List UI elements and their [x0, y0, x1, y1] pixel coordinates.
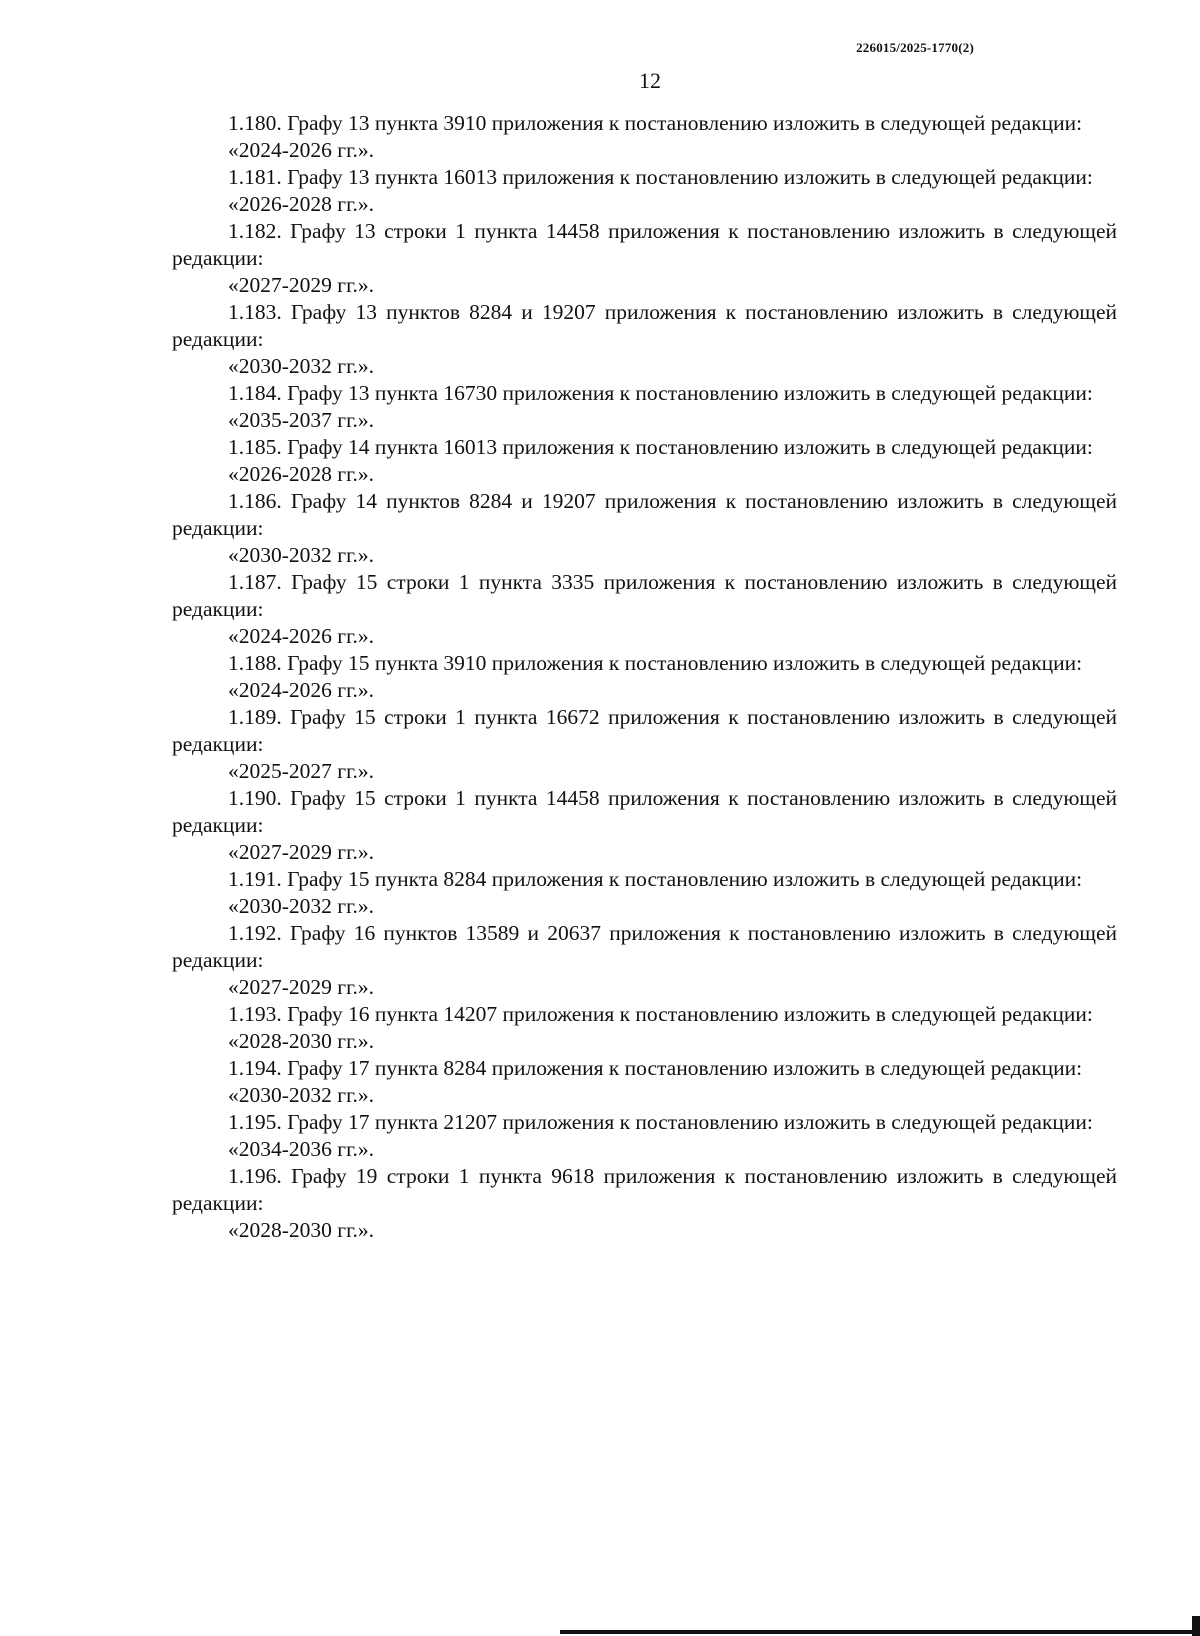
list-item [172, 299, 1117, 380]
document-id: 226015/2025-1770(2) [856, 40, 974, 55]
list-item [172, 488, 1117, 569]
item-quote: «2026-2028 гг.». [228, 192, 374, 216]
scan-edge-mark [1192, 1616, 1200, 1636]
list-item [172, 650, 1117, 704]
list-item [172, 380, 1117, 434]
scan-edge-line [560, 1630, 1200, 1634]
item-text: 1.183. Графу 13 пунктов 8284 и 19207 приложения к постановлению изложить в следующей редакции: [172, 300, 1117, 351]
item-text: 1.181. Графу 13 пункта 16013 приложения к постановлению изложить в следующей редакции: [228, 165, 1093, 189]
item-quote: «2024-2026 гг.». [228, 138, 374, 162]
item-text: 1.193. Графу 16 пункта 14207 приложения к постановлению изложить в следующей редакции: [228, 1002, 1093, 1026]
item-text: 1.182. Графу 13 строки 1 пункта 14458 приложения к постановлению изложить в следующей редакции: [172, 219, 1117, 270]
item-quote: «2030-2032 гг.». [228, 543, 374, 567]
item-quote: «2030-2032 гг.». [228, 1083, 374, 1107]
list-item [172, 164, 1117, 218]
item-text: 1.187. Графу 15 строки 1 пункта 3335 приложения к постановлению изложить в следующей редакции: [172, 570, 1117, 621]
item-quote: «2030-2032 гг.». [228, 894, 374, 918]
list-item [172, 1001, 1117, 1055]
item-text: 1.184. Графу 13 пункта 16730 приложения к постановлению изложить в следующей редакции: [228, 381, 1093, 405]
item-quote: «2030-2032 гг.». [228, 354, 374, 378]
list-item [172, 920, 1117, 1001]
item-quote: «2027-2029 гг.». [228, 840, 374, 864]
document-body [172, 110, 1117, 1244]
list-item [172, 218, 1117, 299]
item-quote: «2028-2030 гг.». [228, 1218, 374, 1242]
page-number: 12 [639, 68, 661, 93]
item-text: 1.185. Графу 14 пункта 16013 приложения к постановлению изложить в следующей редакции: [228, 435, 1093, 459]
item-text: 1.195. Графу 17 пункта 21207 приложения к постановлению изложить в следующей редакции: [228, 1110, 1093, 1134]
item-quote: «2024-2026 гг.». [228, 678, 374, 702]
list-item [172, 704, 1117, 785]
item-quote: «2026-2028 гг.». [228, 462, 374, 486]
list-item [172, 1055, 1117, 1109]
item-quote: «2027-2029 гг.». [228, 975, 374, 999]
item-text: 1.190. Графу 15 строки 1 пункта 14458 приложения к постановлению изложить в следующей редакции: [172, 786, 1117, 837]
item-text: 1.189. Графу 15 строки 1 пункта 16672 приложения к постановлению изложить в следующей редакции: [172, 705, 1117, 756]
item-text: 1.194. Графу 17 пункта 8284 приложения к постановлению изложить в следующей редакции: [228, 1056, 1083, 1080]
list-item [172, 569, 1117, 650]
list-item [172, 866, 1117, 920]
item-text: 1.196. Графу 19 строки 1 пункта 9618 приложения к постановлению изложить в следующей редакции: [172, 1164, 1117, 1215]
item-text: 1.191. Графу 15 пункта 8284 приложения к постановлению изложить в следующей редакции: [228, 867, 1083, 891]
item-text: 1.180. Графу 13 пункта 3910 приложения к постановлению изложить в следующей редакции: [228, 111, 1083, 135]
item-text: 1.186. Графу 14 пунктов 8284 и 19207 приложения к постановлению изложить в следующей редакции: [172, 489, 1117, 540]
list-item [172, 785, 1117, 866]
item-quote: «2034-2036 гг.». [228, 1137, 374, 1161]
item-text: 1.192. Графу 16 пунктов 13589 и 20637 приложения к постановлению изложить в следующей редакции: [172, 921, 1117, 972]
list-item [172, 110, 1117, 164]
list-item [172, 1109, 1117, 1163]
list-item [172, 1163, 1117, 1244]
item-quote: «2024-2026 гг.». [228, 624, 374, 648]
item-quote: «2027-2029 гг.». [228, 273, 374, 297]
item-quote: «2035-2037 гг.». [228, 408, 374, 432]
item-quote: «2028-2030 гг.». [228, 1029, 374, 1053]
item-quote: «2025-2027 гг.». [228, 759, 374, 783]
item-text: 1.188. Графу 15 пункта 3910 приложения к постановлению изложить в следующей редакции: [228, 651, 1083, 675]
list-item [172, 434, 1117, 488]
